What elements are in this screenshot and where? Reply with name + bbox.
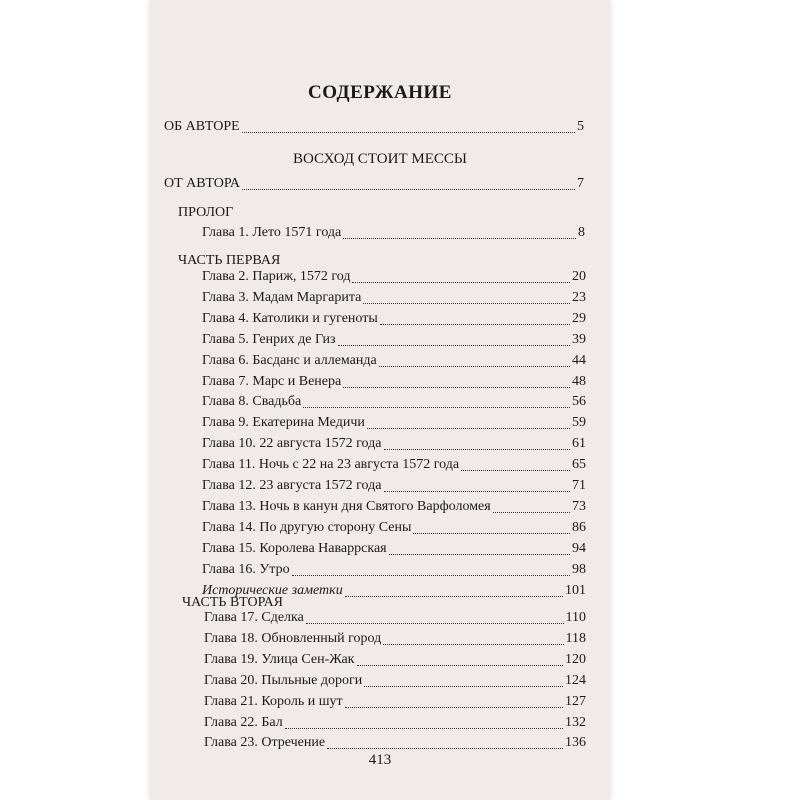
dot-leader — [367, 417, 570, 429]
entry-label: ОБ АВТОРЕ — [164, 119, 240, 134]
dot-leader — [338, 334, 570, 346]
entry-page: 61 — [572, 436, 586, 452]
entry-label: Глава 1. Лето 1571 года — [202, 225, 342, 240]
toc-entry — [202, 289, 586, 307]
entry-page: 29 — [572, 310, 586, 326]
book-page — [150, 0, 610, 800]
section-heading-part-two: ЧАСТЬ ВТОРАЯ — [182, 595, 284, 610]
entry-page: 132 — [565, 714, 586, 730]
dot-leader — [383, 633, 563, 645]
entry-page: 56 — [572, 394, 586, 410]
entry-label: Глава 8. Свадьба — [202, 394, 302, 410]
toc-entry — [202, 331, 586, 349]
book-title: ВОСХОД СТОИТ МЕССЫ — [293, 151, 467, 167]
entry-page: 44 — [572, 352, 586, 368]
dot-leader — [292, 564, 570, 576]
dot-leader — [384, 438, 571, 450]
entry-page: 23 — [572, 289, 586, 305]
entry-label: Глава 7. Марс и Венера — [202, 373, 342, 389]
entry-page: 110 — [565, 610, 586, 625]
toc-entry — [202, 477, 586, 495]
page-title: СОДЕРЖАНИЕ — [308, 82, 452, 103]
page-number: 413 — [368, 752, 392, 768]
dot-leader — [345, 696, 563, 708]
entry-label: Исторические заметки — [202, 582, 343, 598]
dot-leader — [343, 227, 576, 239]
entry-page: 86 — [572, 519, 586, 535]
entry-label: Глава 10. 22 августа 1572 года — [202, 436, 382, 452]
entry-page: 124 — [565, 672, 586, 688]
toc-entry — [204, 714, 586, 732]
entry-label: Глава 12. 23 августа 1572 года — [202, 478, 382, 493]
toc-entry — [202, 540, 586, 558]
entry-page: 118 — [565, 630, 586, 646]
entry-label: Глава 16. Утро — [202, 561, 290, 577]
section-heading-prologue: ПРОЛОГ — [178, 205, 234, 220]
entry-label: Глава 14. По другую сторону Сены — [202, 519, 412, 535]
dot-leader — [345, 585, 563, 597]
entry-page: 8 — [578, 225, 585, 240]
toc-entry — [204, 693, 586, 711]
entry-label: Глава 2. Париж, 1572 год — [202, 269, 351, 284]
dot-leader — [306, 612, 564, 624]
dot-leader — [493, 501, 570, 513]
toc-entry — [204, 672, 586, 690]
dot-leader — [357, 654, 564, 666]
dot-leader — [461, 459, 570, 471]
entry-page: 39 — [572, 331, 586, 347]
dot-leader — [242, 178, 575, 190]
dot-leader — [363, 292, 570, 304]
entry-label: Глава 4. Католики и гугеноты — [202, 310, 378, 326]
entry-label: Глава 18. Обновленный город — [204, 630, 382, 646]
entry-label: Глава 21. Король и шут — [204, 693, 343, 709]
entry-label: Глава 11. Ночь с 22 на 23 августа 1572 года — [202, 457, 460, 473]
entry-label: Глава 3. Мадам Маргарита — [202, 289, 362, 305]
entry-page: 20 — [572, 269, 586, 284]
toc-entry — [202, 456, 586, 474]
entry-label: Глава 22. Бал — [204, 714, 283, 730]
entry-page: 94 — [572, 540, 586, 556]
entry-label: Глава 20. Пыльные дороги — [204, 672, 363, 688]
dot-leader — [389, 543, 570, 555]
toc-entry — [204, 651, 586, 669]
entry-label: Глава 15. Королева Наваррская — [202, 540, 387, 556]
toc-entry — [204, 609, 586, 627]
toc-entry-about-author — [164, 118, 584, 136]
entry-page: 7 — [577, 176, 584, 191]
dot-leader — [384, 480, 571, 492]
entry-page: 73 — [572, 498, 586, 514]
toc-entry — [202, 373, 586, 391]
entry-page: 5 — [577, 119, 584, 134]
entry-page: 71 — [572, 478, 586, 493]
entry-label: ОТ АВТОРА — [164, 176, 241, 191]
dot-leader — [413, 522, 570, 534]
section-heading-part-one: ЧАСТЬ ПЕРВАЯ — [178, 253, 281, 268]
dot-leader — [303, 396, 570, 408]
toc-entry — [202, 519, 586, 537]
dot-leader — [352, 271, 570, 283]
dot-leader — [364, 675, 563, 687]
dot-leader — [285, 717, 563, 729]
entry-label: Глава 13. Ночь в канун дня Святого Варфоломея — [202, 498, 491, 514]
dot-leader — [242, 121, 575, 133]
entry-label: Глава 23. Отречение — [204, 735, 326, 751]
toc-entry — [202, 393, 586, 411]
dot-leader — [343, 376, 570, 388]
toc-entry-from-author — [164, 175, 584, 193]
entry-label: Глава 17. Сделка — [204, 610, 304, 625]
toc-entry — [202, 224, 585, 242]
toc-entry — [202, 561, 586, 579]
dot-leader — [379, 355, 570, 367]
toc-entry — [202, 498, 586, 516]
entry-label: Глава 6. Басданс и аллеманда — [202, 352, 377, 368]
toc-entry — [202, 352, 586, 370]
entry-page: 120 — [565, 651, 586, 667]
entry-page: 98 — [572, 561, 586, 577]
entry-label: Глава 9. Екатерина Медичи — [202, 415, 365, 431]
toc-entry — [202, 435, 586, 453]
entry-page: 65 — [572, 457, 586, 473]
entry-page: 136 — [565, 735, 586, 751]
dot-leader — [327, 737, 563, 749]
toc-entry — [204, 630, 586, 648]
entry-page: 59 — [572, 415, 586, 431]
entry-label: Глава 19. Улица Сен-Жак — [204, 651, 355, 667]
toc-entry — [202, 310, 586, 328]
toc-entry — [202, 268, 586, 286]
toc-entry — [202, 414, 586, 432]
entry-page: 48 — [572, 373, 586, 389]
entry-label: Глава 5. Генрих де Гиз — [202, 331, 336, 347]
entry-page: 127 — [565, 693, 586, 709]
entry-page: 101 — [565, 582, 586, 598]
dot-leader — [380, 313, 570, 325]
toc-entry — [204, 734, 586, 752]
